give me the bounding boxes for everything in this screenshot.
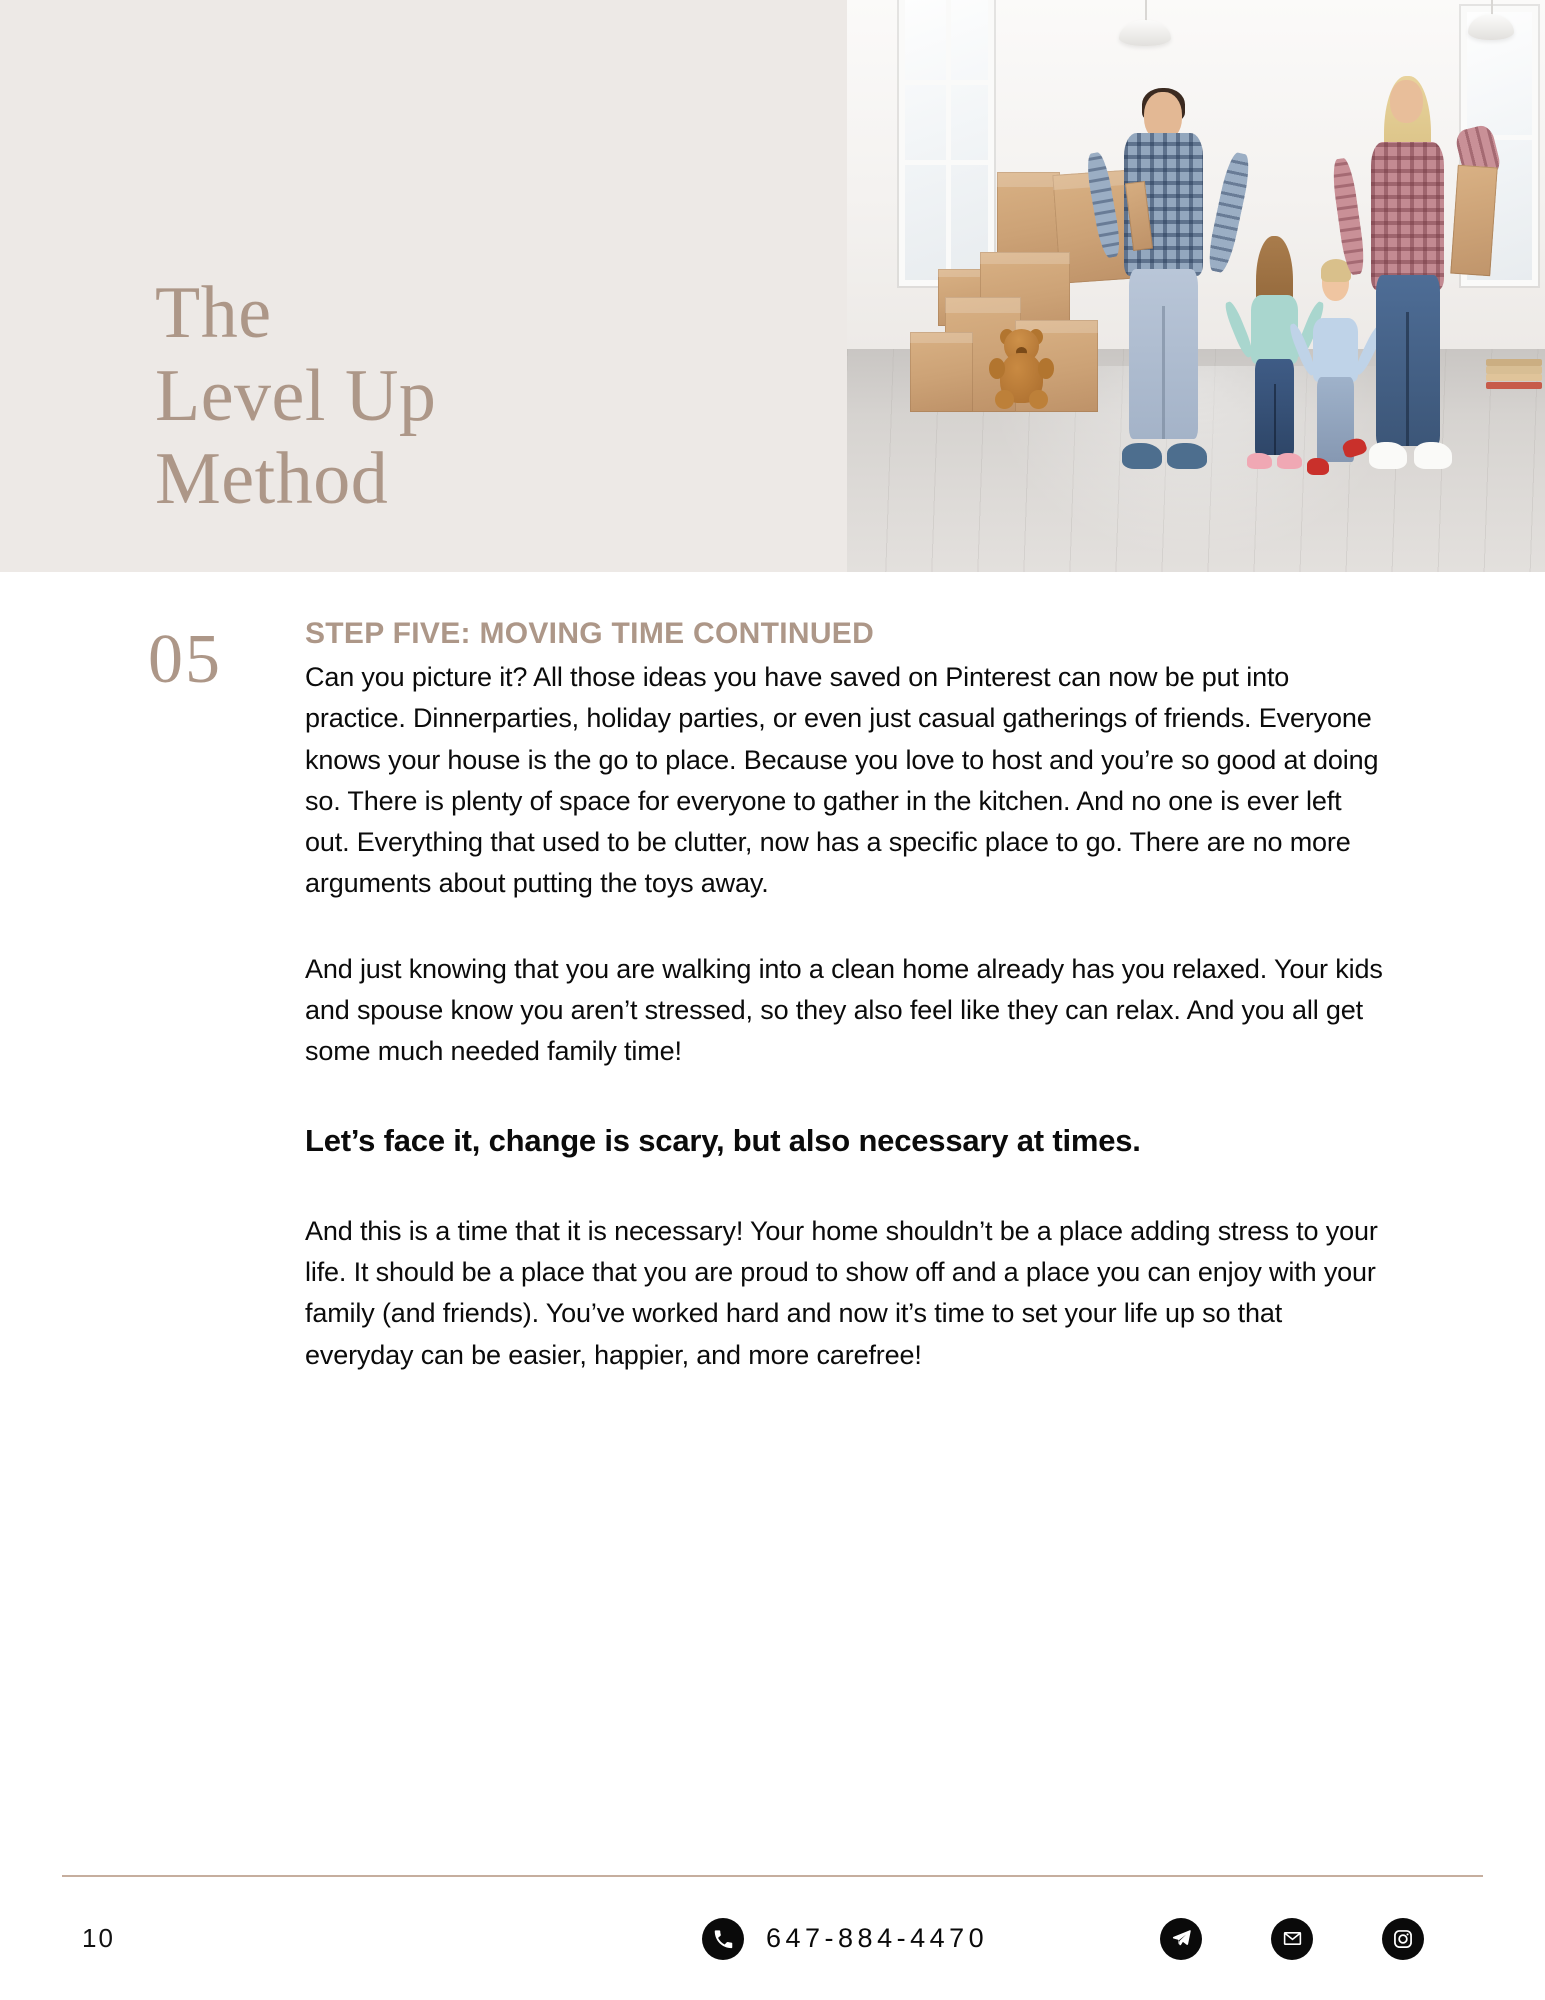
step-heading: STEP FIVE: MOVING TIME CONTINUED bbox=[305, 617, 875, 650]
phone-icon[interactable] bbox=[702, 1918, 744, 1960]
send-paper-plane-icon[interactable] bbox=[1160, 1918, 1202, 1960]
teddy-bear bbox=[990, 329, 1053, 409]
person-mother bbox=[1350, 80, 1469, 469]
step-number: 05 bbox=[148, 621, 222, 698]
step-section bbox=[0, 617, 1545, 1376]
contact-phone[interactable] bbox=[702, 1918, 988, 1960]
body-paragraph-emphasis: Let’s face it, change is scary, but also necessary at times. bbox=[305, 1122, 1141, 1158]
hero-image bbox=[847, 0, 1545, 572]
body-paragraph: And just knowing that you are walking into a clean home already has you relaxed. Your kids and spouse know you aren’t stressed, so they also feel like they can relax. And you all get some much needed family time! bbox=[305, 953, 1383, 1067]
instagram-icon[interactable] bbox=[1382, 1918, 1424, 1960]
brand-panel bbox=[0, 0, 847, 572]
page-content bbox=[0, 572, 1545, 1420]
page-number: 10 bbox=[82, 1923, 115, 1953]
body-paragraph: And this is a time that it is necessary! Your home shouldn’t be a place adding stress to your life. It should be a place that you are proud to show off and a place you can enjoy with your family (and friends). You’ve worked hard and now it’s time to set your life up so that everyday can be easier, happier, and more carefree! bbox=[305, 1215, 1378, 1370]
brand-title: The Level Up Method bbox=[155, 272, 437, 520]
cardboard-box bbox=[910, 332, 973, 412]
window-left bbox=[899, 0, 993, 286]
body-paragraph: Can you picture it? All those ideas you have saved on Pinterest can now be put into practice. Dinnerparties, holiday parties, or even just casual gatherings of friends. Everyone knows your house is the go to place. Because you love to host and you’re so good at doing so. There is plenty of space for everyone to gather in the kitchen. And no one is ever left out. Everything that used to be clutter, now has a specific place to go. There are no more arguments about putting the toys away. bbox=[305, 662, 1379, 899]
stacked-books bbox=[1486, 360, 1542, 389]
phone-number[interactable]: 647-884-4470 bbox=[766, 1923, 989, 1953]
page-footer bbox=[0, 1877, 1545, 2000]
email-envelope-icon[interactable] bbox=[1271, 1918, 1313, 1960]
page-header bbox=[0, 0, 1545, 572]
social-links bbox=[1160, 1918, 1424, 1960]
person-father bbox=[1105, 92, 1224, 470]
carried-box bbox=[1450, 164, 1498, 275]
